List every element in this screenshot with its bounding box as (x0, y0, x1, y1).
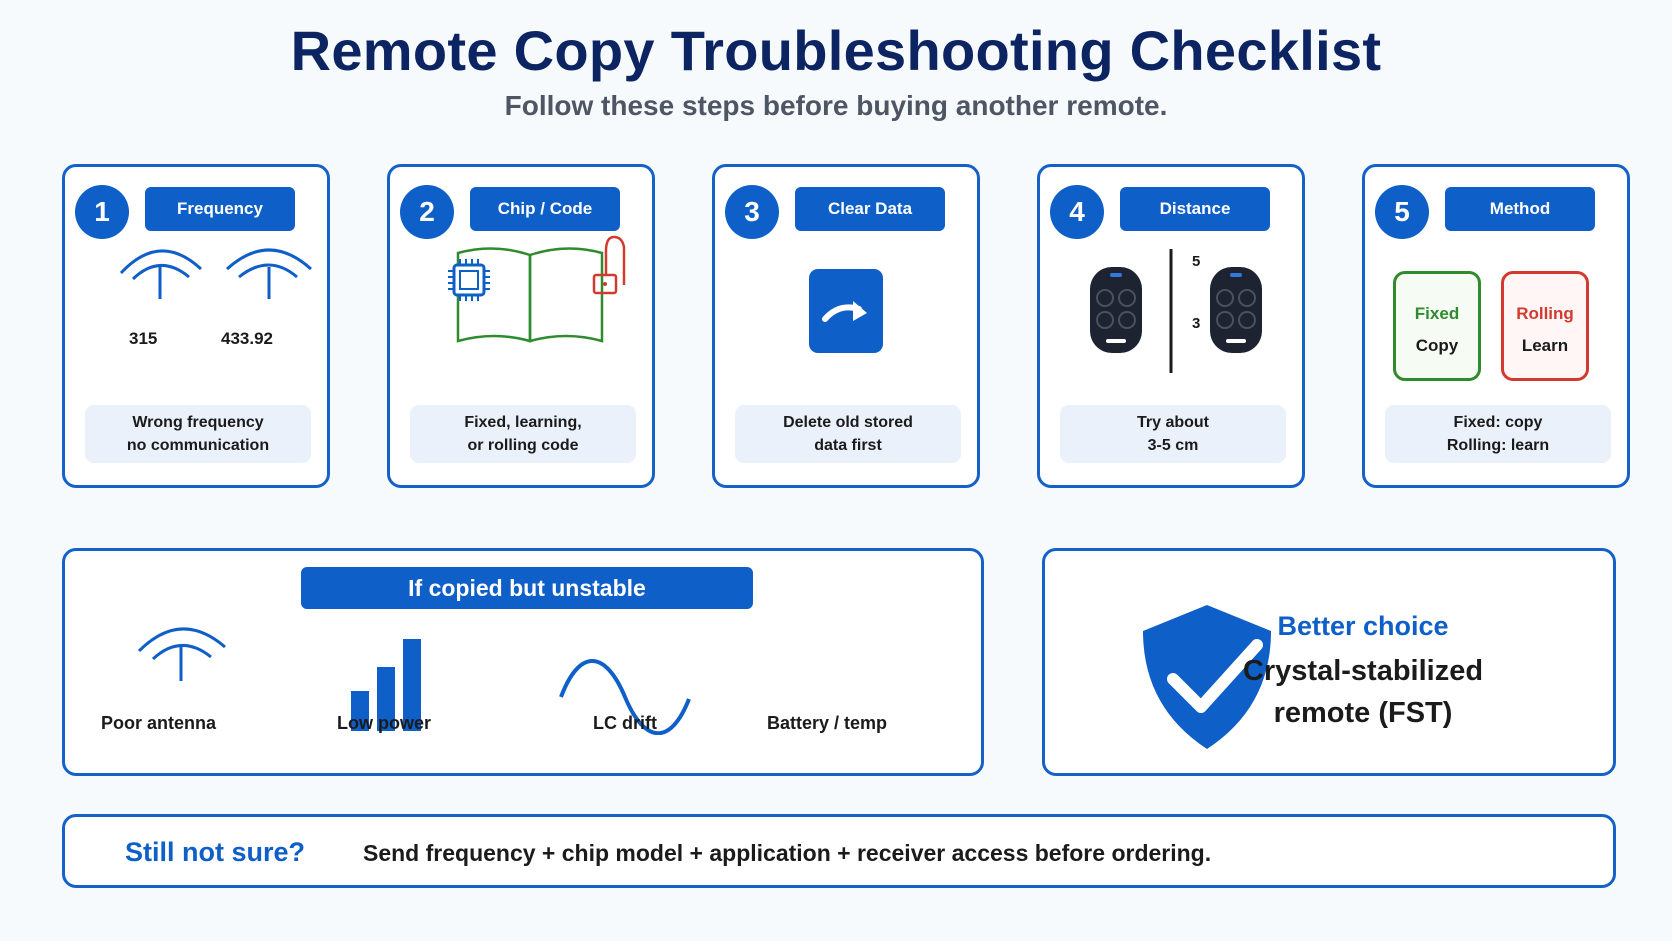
signal-icon (221, 239, 321, 299)
unstable-causes-panel (62, 548, 984, 776)
footer-panel (62, 814, 1616, 888)
cause-poor-antenna: Poor antenna (101, 713, 217, 733)
step-note: Try about 3-5 cm (1060, 405, 1286, 463)
remote-key-icon (1088, 265, 1144, 355)
reset-arrow-icon (809, 269, 885, 353)
step-number: 2 (400, 185, 454, 239)
ruler-line (1168, 249, 1174, 373)
cause-low-power: Low power (337, 713, 431, 733)
better-choice-text-2: remote (FST) (1273, 697, 1453, 729)
better-choice-text-1: Crystal-stabilized (1242, 655, 1484, 687)
step-card-frequency (62, 164, 330, 488)
step-label: Distance (1120, 187, 1270, 231)
step-label: Chip / Code (470, 187, 620, 231)
method-sub: Learn (1521, 336, 1569, 355)
page-title: Remote Copy Troubleshooting Checklist (290, 19, 1382, 82)
page-subtitle: Follow these steps before buying another remote. (504, 90, 1168, 121)
better-choice-heading: Better choice (1277, 611, 1449, 641)
step-card-clear-data (712, 164, 980, 488)
method-title: Rolling (1516, 304, 1574, 323)
distance-mark-5: 5 (1192, 253, 1201, 270)
step-number: 4 (1050, 185, 1104, 239)
step-card-method (1362, 164, 1630, 488)
step-note: Delete old stored data first (735, 405, 961, 463)
frequency-value-433: 433.92 (221, 329, 273, 348)
frequency-value-315: 315 (129, 329, 158, 348)
step-label: Clear Data (795, 187, 945, 231)
cause-lc-drift: LC drift (593, 713, 657, 733)
method-rolling-box (1501, 271, 1589, 381)
step-label: Method (1445, 187, 1595, 231)
better-choice-panel (1042, 548, 1616, 776)
method-sub: Copy (1415, 336, 1459, 355)
step-card-chip-code (387, 164, 655, 488)
footer-question: Still not sure? (125, 837, 306, 867)
step-note: Fixed, learning, or rolling code (410, 405, 636, 463)
footer-message: Send frequency + chip model + application + receiver access before ordering. (363, 840, 1212, 866)
cause-battery-temp: Battery / temp (767, 713, 888, 733)
step-number: 1 (75, 185, 129, 239)
distance-mark-3: 3 (1192, 315, 1201, 332)
step-note: Fixed: copy Rolling: learn (1385, 405, 1611, 463)
signal-icon (115, 239, 215, 299)
remote-key-icon (1208, 265, 1264, 355)
step-number: 5 (1375, 185, 1429, 239)
chip-book-icon (444, 235, 644, 355)
step-card-distance (1037, 164, 1305, 488)
step-note: Wrong frequency no communication (85, 405, 311, 463)
antenna-icon (135, 617, 231, 681)
step-label: Frequency (145, 187, 295, 231)
unstable-heading: If copied but unstable (301, 567, 753, 609)
method-title: Fixed (1414, 304, 1460, 323)
step-number: 3 (725, 185, 779, 239)
method-fixed-box (1393, 271, 1481, 381)
